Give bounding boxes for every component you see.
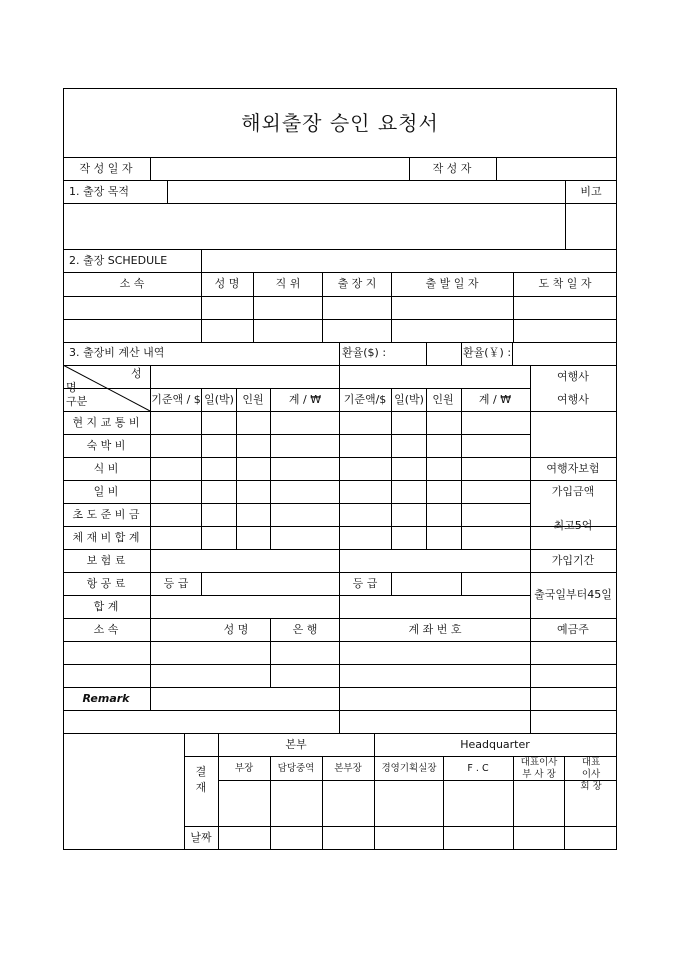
- row-daily: 일 비: [93, 485, 119, 498]
- note-label: 비고: [580, 185, 602, 198]
- agency-label-2: 여행사: [557, 393, 589, 406]
- approval-form: [63, 88, 617, 850]
- expense-label: 3. 출장비 계산 내역: [69, 346, 165, 359]
- purpose-label: 1. 출장 목적: [69, 185, 129, 198]
- rate-usd-label: 환율($) :: [342, 346, 387, 359]
- schedule-col-arrival: 도 착 일 자: [538, 277, 592, 290]
- approval-label-1: 결: [195, 765, 207, 778]
- bank-col-affiliation: 소 속: [93, 623, 119, 636]
- schedule-col-affiliation: 소 속: [119, 277, 145, 290]
- diag-name-mid: 명: [66, 381, 77, 394]
- rate-jpy-label: 환율(￥) :: [463, 346, 512, 359]
- schedule-col-name: 성 명: [214, 277, 240, 290]
- grade-label-2: 등 급: [352, 577, 378, 590]
- row-stay-total: 체 재 비 합 계: [72, 531, 140, 544]
- role-fc: F . C: [467, 763, 489, 774]
- purpose-field[interactable]: [64, 204, 564, 248]
- bank-col-bank: 은 행: [292, 623, 318, 636]
- role-chairman: 대표이사 회 장: [580, 757, 602, 792]
- writer-field[interactable]: [497, 158, 616, 179]
- sub-people-2: 인원: [432, 393, 454, 406]
- row-meals: 식 비: [93, 462, 119, 475]
- remark-label: Remark: [82, 692, 130, 705]
- sub-people-1: 인원: [242, 393, 264, 406]
- bank-col-name: 성 명: [223, 623, 249, 636]
- sub-days-2: 일(박): [394, 393, 424, 406]
- role-director: 담당중역: [277, 763, 315, 774]
- role-vice-president: 대표이사 부 사 장: [520, 757, 558, 780]
- sub-base-2: 기준액/$: [343, 393, 387, 406]
- row-airfare: 항 공 료: [86, 577, 126, 590]
- sub-total-1: 계 / ₩: [288, 393, 322, 406]
- role-manager: 부장: [234, 763, 254, 774]
- row-local-transport: 현 지 교 통 비: [72, 416, 140, 429]
- division-header: 본부: [285, 738, 307, 751]
- bank-col-account: 계 좌 번 호: [408, 623, 462, 636]
- agency-label-1: 여행사: [557, 370, 589, 383]
- row-insurance: 보 험 료: [86, 554, 126, 567]
- coverage-period-value: 출국일부터45일: [534, 588, 612, 601]
- coverage-amount-label: 가입금액: [551, 485, 595, 498]
- sub-days-1: 일(박): [204, 393, 234, 406]
- schedule-col-position: 직 위: [275, 277, 301, 290]
- row-grand-total: 합 계: [93, 600, 119, 613]
- bank-col-holder: 예금주: [557, 623, 589, 636]
- sub-total-2: 계 / ₩: [478, 393, 512, 406]
- approval-label-2: 재: [195, 781, 207, 794]
- hq-header: Headquarter: [460, 738, 530, 751]
- date-field[interactable]: [151, 158, 408, 179]
- coverage-period-label: 가입기간: [551, 554, 595, 567]
- sub-base-1: 기준액 / $: [151, 393, 201, 406]
- grade-label-1: 등 급: [163, 577, 189, 590]
- role-planning-head: 경영기획실장: [381, 763, 437, 774]
- row-lodging: 숙 박 비: [86, 439, 126, 452]
- role-division-head: 본부장: [334, 763, 362, 774]
- diag-name-top: 성: [131, 367, 142, 380]
- remark-field[interactable]: [151, 688, 616, 709]
- diag-category: 구분: [66, 395, 88, 408]
- traveler-insurance: 여행자보험: [546, 462, 600, 475]
- writer-label: 작 성 자: [432, 162, 472, 175]
- approval-date-label: 날짜: [190, 831, 212, 844]
- schedule-col-destination: 출 장 지: [337, 277, 377, 290]
- form-title: 해외출장 승인 요청서: [241, 111, 439, 135]
- date-label: 작 성 일 자: [79, 162, 133, 175]
- schedule-col-departure: 출 발 일 자: [425, 277, 479, 290]
- schedule-label: 2. 출장 SCHEDULE: [69, 254, 168, 267]
- row-initial-fund: 초 도 준 비 금: [72, 508, 140, 521]
- coverage-amount-value: 최고5억: [553, 519, 593, 532]
